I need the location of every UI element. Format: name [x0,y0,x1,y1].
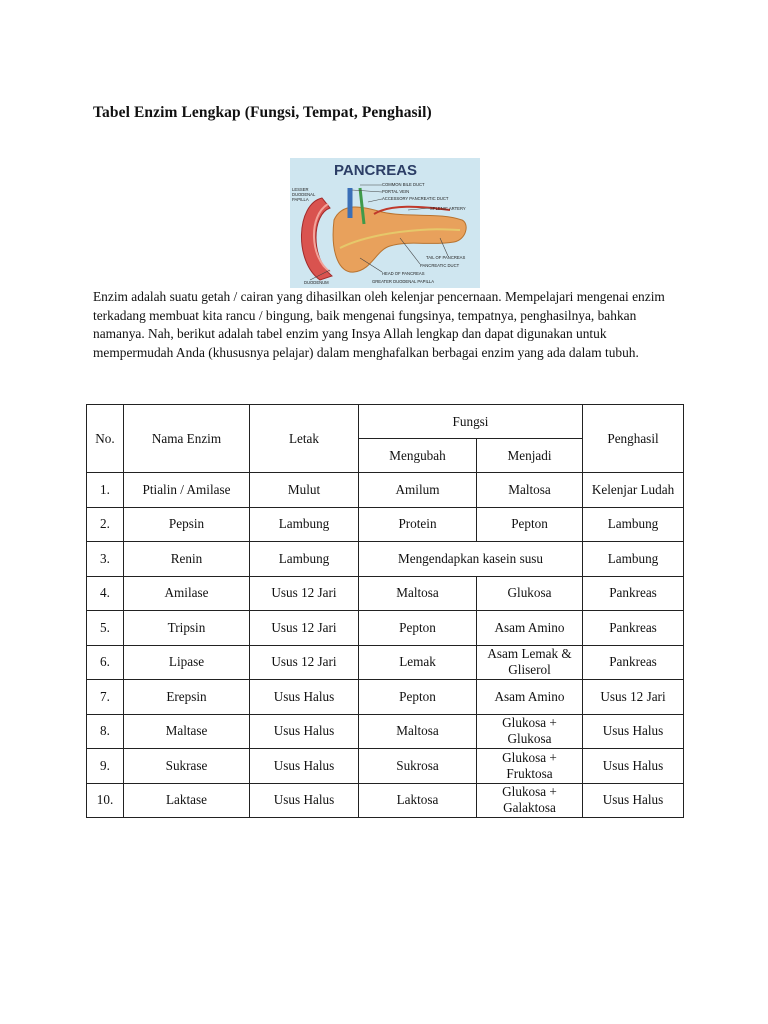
cell-no: 9. [87,749,124,784]
cell-converts: Protein [359,507,477,542]
cell-name: Amilase [124,576,250,611]
cell-location: Lambung [250,542,359,577]
header-location: Letak [250,405,359,473]
table-row [87,783,684,818]
cell-name: Erepsin [124,680,250,715]
cell-converts: Pepton [359,611,477,646]
table-row [87,645,684,680]
header-no: No. [87,405,124,473]
cell-no: 1. [87,473,124,508]
cell-name: Lipase [124,645,250,680]
header-converts: Mengubah [359,439,477,473]
cell-name: Laktase [124,783,250,818]
header-name: Nama Enzim [124,405,250,473]
cell-into: Pepton [477,507,583,542]
cell-no: 5. [87,611,124,646]
illustration-title: PANCREAS [334,162,418,179]
page-title: Tabel Enzim Lengkap (Fungsi, Tempat, Penghasil) [93,104,432,121]
cell-name: Ptialin / Amilase [124,473,250,508]
cell-no: 8. [87,714,124,749]
cell-producer: Pankreas [583,576,684,611]
header-into: Menjadi [477,439,583,473]
table-row [87,749,684,784]
cell-into: Glukosa [477,576,583,611]
enzyme-table [86,404,684,818]
cell-converts: Sukrosa [359,749,477,784]
cell-location: Usus Halus [250,783,359,818]
cell-converts: Pepton [359,680,477,715]
label-splenic-artery: SPLENIC ARTERY [430,206,466,211]
cell-producer: Usus 12 Jari [583,680,684,715]
cell-no: 10. [87,783,124,818]
cell-into: Asam Lemak & Gliserol [477,645,583,680]
cell-producer: Usus Halus [583,749,684,784]
table-row [87,507,684,542]
table-header-row [87,405,684,439]
cell-no: 4. [87,576,124,611]
table-row [87,714,684,749]
table-row [87,611,684,646]
table-row [87,542,684,577]
cell-name: Maltase [124,714,250,749]
table-row [87,680,684,715]
cell-producer: Usus Halus [583,783,684,818]
cell-producer: Lambung [583,542,684,577]
cell-converts: Lemak [359,645,477,680]
label-pancreatic-duct: PANCREATIC DUCT [420,263,460,268]
label-tail: TAIL OF PANCREAS [426,255,466,260]
cell-name: Renin [124,542,250,577]
cell-location: Usus 12 Jari [250,611,359,646]
cell-location: Usus 12 Jari [250,576,359,611]
cell-location: Usus Halus [250,714,359,749]
cell-into: Glukosa + Galaktosa [477,783,583,818]
cell-no: 7. [87,680,124,715]
cell-converts: Maltosa [359,576,477,611]
cell-producer: Lambung [583,507,684,542]
label-lesser-1: LESSER [292,187,309,192]
cell-into: Glukosa + Fruktosa [477,749,583,784]
label-greater-papilla: GREATER DUODENAL PAPILLA [372,279,435,284]
intro-paragraph: Enzim adalah suatu getah / cairan yang dihasilkan oleh kelenjar pencernaan. Mempelajari mengenai enzim terkadang membuat kita rancu / bingung, baik mengenai fungsinya, tempatnya, penghasilnya, bahkan namanya. Nah, berikut adalah tabel enzim yang Insya Allah lengkap dan dapat digunakan untuk mempermudah Anda (khususnya pelajar) dalam menghafalkan berbagai enzim yang ada dalam tubuh. [93,289,665,360]
cell-location: Mulut [250,473,359,508]
cell-producer: Usus Halus [583,714,684,749]
label-lesser-3: PAPILLA [292,197,309,202]
cell-no: 3. [87,542,124,577]
table-row [87,473,684,508]
cell-no: 6. [87,645,124,680]
cell-producer: Pankreas [583,611,684,646]
cell-converts: Amilum [359,473,477,508]
cell-producer: Kelenjar Ludah [583,473,684,508]
cell-into: Asam Amino [477,611,583,646]
cell-location: Usus Halus [250,749,359,784]
pancreas-illustration [290,158,480,288]
label-accessory-duct: ACCESSORY PANCREATIC DUCT [382,196,449,201]
cell-function-merged: Mengendapkan kasein susu [359,542,583,577]
cell-name: Sukrase [124,749,250,784]
cell-producer: Pankreas [583,645,684,680]
label-lesser-2: DUODENAL [292,192,316,197]
cell-converts: Maltosa [359,714,477,749]
cell-into: Asam Amino [477,680,583,715]
label-common-bile-duct: COMMON BILE DUCT [382,182,425,187]
cell-name: Tripsin [124,611,250,646]
cell-into: Glukosa + Glukosa [477,714,583,749]
cell-location: Usus Halus [250,680,359,715]
cell-converts: Laktosa [359,783,477,818]
cell-into: Maltosa [477,473,583,508]
cell-name: Pepsin [124,507,250,542]
header-producer: Penghasil [583,405,684,473]
cell-location: Usus 12 Jari [250,645,359,680]
cell-no: 2. [87,507,124,542]
header-function: Fungsi [359,405,583,439]
cell-location: Lambung [250,507,359,542]
label-head: HEAD OF PANCREAS [382,271,425,276]
label-duodenum: DUODENUM [304,280,329,285]
label-portal-vein: PORTAL VEIN [382,189,410,194]
table-row [87,576,684,611]
